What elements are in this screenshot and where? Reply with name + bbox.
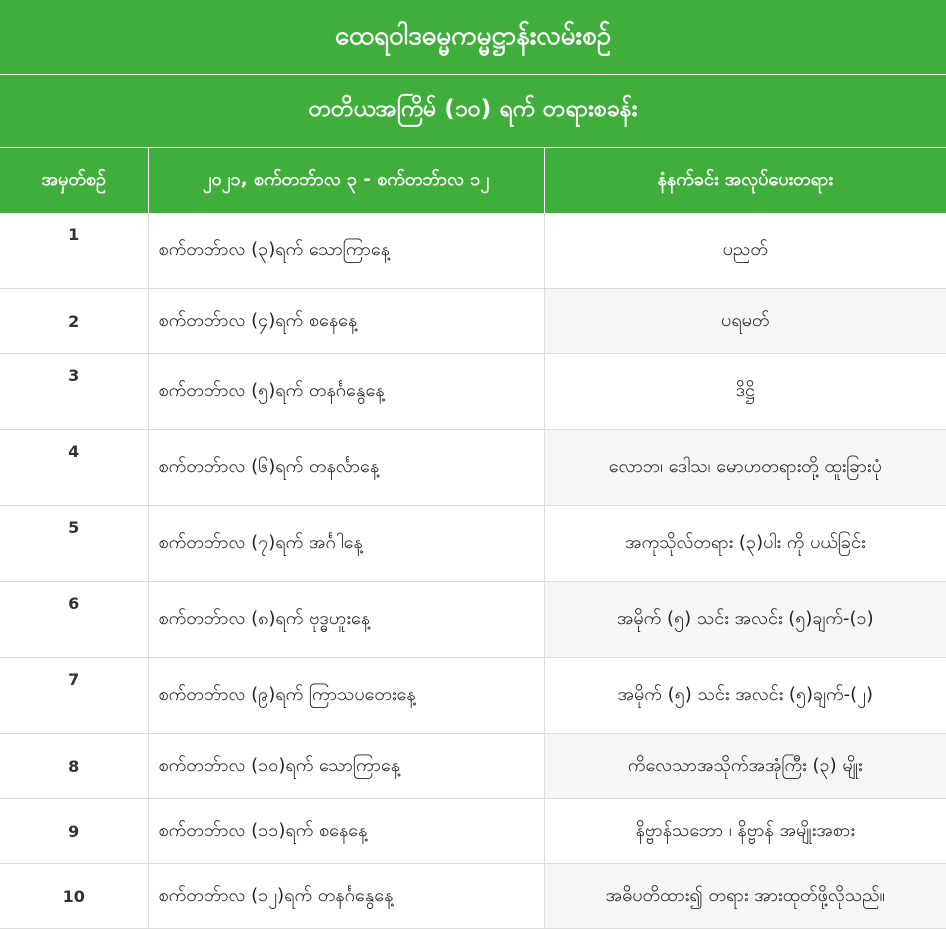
table-row <box>0 658 946 734</box>
row-date: စက်တဘ်ာလ (၈)ရက် ဗုဒ္ဓဟူးနေ့ <box>148 582 544 658</box>
row-topic: လောဘ၊ ဒေါသ၊ မောဟတရားတို့ ထူးခြားပုံ <box>544 430 946 506</box>
row-number: 7 <box>0 658 148 734</box>
table-row <box>0 506 946 582</box>
row-date: စက်တဘ်ာလ (၁၀)ရက် သောကြာနေ့ <box>148 734 544 799</box>
row-topic: အဓိပတိထား၍ တရား အားထုတ်ဖို့လိုသည်။ <box>544 864 946 929</box>
row-date: စက်တဘ်ာလ (၇)ရက် အင်္ဂါနေ့ <box>148 506 544 582</box>
row-date: စက်တဘ်ာလ (၄)ရက် စနေနေ့ <box>148 289 544 354</box>
row-topic: ပညတ် <box>544 213 946 289</box>
row-number: 4 <box>0 430 148 506</box>
table-row <box>0 864 946 929</box>
page-title: ထေရဝါဒဓမ္မကမ္မဋ္ဌာန်းလမ်းစဉ် <box>0 0 946 75</box>
column-header-date: ၂၀၂၁, စက်တဘ်ာလ ၃ - စက်တဘ်ာလ ၁၂ <box>148 148 544 214</box>
row-topic: ကိလေသာအသိုက်အအုံကြီး (၃) မျိုး <box>544 734 946 799</box>
row-topic: အမိုက် (၅) သင်း အလင်း (၅)ချက်-(၁) <box>544 582 946 658</box>
table-row <box>0 213 946 289</box>
table-row <box>0 734 946 799</box>
row-date: စက်တဘ်ာလ (၁၁)ရက် စနေနေ့ <box>148 799 544 864</box>
row-number: 10 <box>0 864 148 929</box>
row-number: 2 <box>0 289 148 354</box>
row-date: စက်တဘ်ာလ (၆)ရက် တနင်္လာနေ့ <box>148 430 544 506</box>
column-header-number: အမှတ်စဉ် <box>0 148 148 214</box>
row-topic: အကုသိုလ်တရား (၃)ပါး ကို ပယ်ခြင်း <box>544 506 946 582</box>
row-topic: နိဗ္ဗာန်သဘော ၊ နိဗ္ဗာန် အမျိုးအစား <box>544 799 946 864</box>
row-number: 6 <box>0 582 148 658</box>
table-row <box>0 582 946 658</box>
page-subtitle: တတိယအကြိမ် (၁၀) ရက် တရားစခန်း <box>0 75 946 148</box>
row-topic: ပရမတ် <box>544 289 946 354</box>
row-date: စက်တဘ်ာလ (၃)ရက် သောကြာနေ့ <box>148 213 544 289</box>
subtitle-row <box>0 75 946 148</box>
row-number: 5 <box>0 506 148 582</box>
row-topic: အမိုက် (၅) သင်း အလင်း (၅)ချက်-(၂) <box>544 658 946 734</box>
row-number: 3 <box>0 354 148 430</box>
row-number: 8 <box>0 734 148 799</box>
table-row <box>0 430 946 506</box>
table-row <box>0 799 946 864</box>
row-date: စက်တဘ်ာလ (၁၂)ရက် တနင်္ဂနွေနေ့ <box>148 864 544 929</box>
column-header-row <box>0 148 946 214</box>
row-date: စက်တဘ်ာလ (၅)ရက် တနင်္ဂနွေနေ့ <box>148 354 544 430</box>
row-date: စက်တဘ်ာလ (၉)ရက် ကြာသပတေးနေ့ <box>148 658 544 734</box>
row-number: 1 <box>0 213 148 289</box>
column-header-topic: နံနက်ခင်း အလုပ်ပေးတရား <box>544 148 946 214</box>
table-row <box>0 354 946 430</box>
table-row <box>0 289 946 354</box>
row-number: 9 <box>0 799 148 864</box>
row-topic: ဒိဋ္ဌိ <box>544 354 946 430</box>
title-row <box>0 0 946 75</box>
